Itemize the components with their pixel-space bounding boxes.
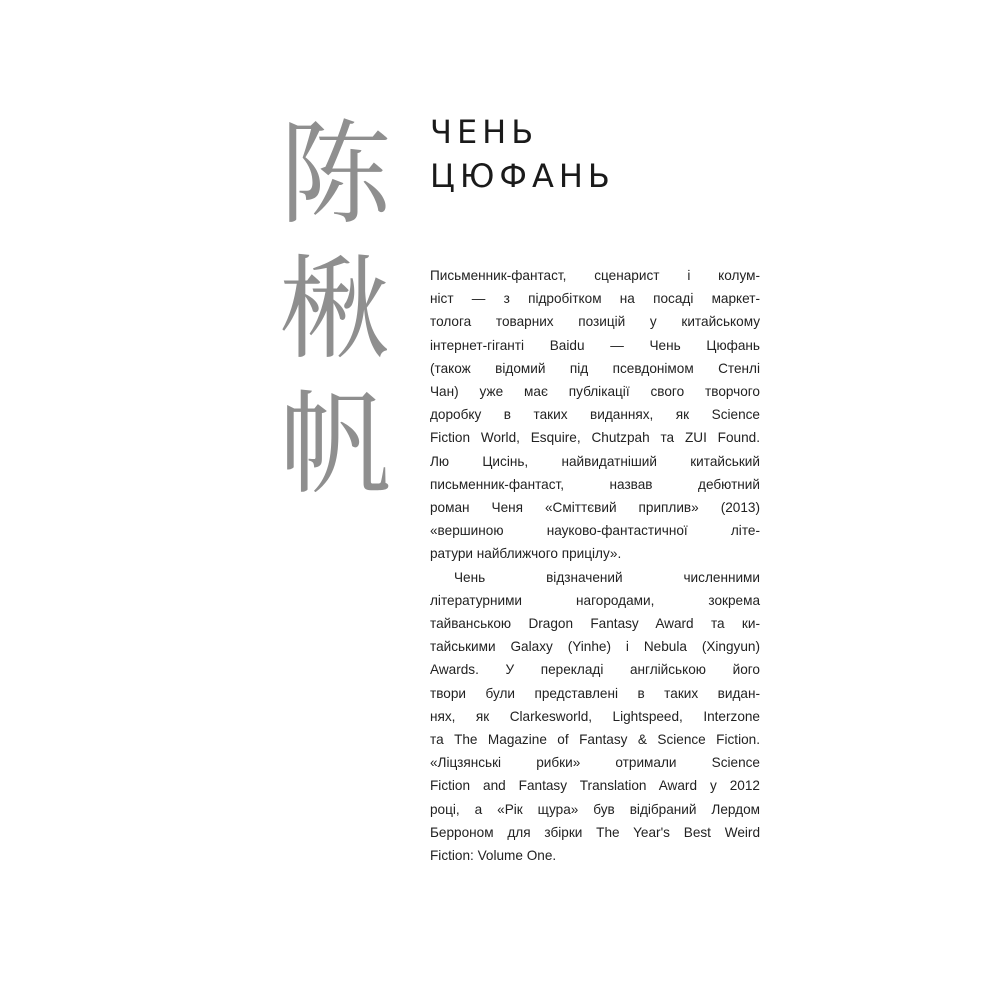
bio-line: літературними нагородами, зокрема — [430, 592, 760, 608]
bio-line: письменник-фантаст, назвав дебютний — [430, 476, 760, 492]
bio-line: толога товарних позицій у китайському — [430, 314, 760, 330]
bio-line: ратури найближчого прицілу». — [430, 546, 622, 562]
bio-line: (також відомий під псевдонімом Стенлі — [430, 360, 760, 376]
chinese-name-vertical — [275, 108, 395, 513]
bio-line: Берроном для збірки The Year's Best Weird — [430, 824, 760, 840]
bio-line: Письменник-фантаст, сценарист і колум- — [430, 268, 760, 283]
bio-line: тайськими Galaxy (Yinhe) і Nebula (Xingyun) — [430, 639, 760, 655]
bio-line: «вершиною науково-фантастичної літе- — [430, 523, 760, 539]
author-surname: ЧЕНЬ — [430, 113, 539, 151]
author-biography — [430, 264, 760, 867]
bio-line: та The Magazine of Fantasy & Science Fiction. — [430, 732, 760, 748]
bio-line: Fiction and Fantasy Translation Award у 2012 — [430, 778, 760, 794]
bio-line: Fiction: Volume One. — [430, 848, 557, 864]
author-given-name: ЦЮФАНЬ — [430, 157, 615, 195]
hanzi-char: 楸 — [279, 245, 391, 375]
bio-line: доробку в таких виданнях, як Science — [430, 407, 760, 423]
bio-line: інтернет-гіганті Baidu — Чень Цюфань — [430, 337, 760, 353]
author-name-heading — [430, 110, 615, 198]
bio-line: Fiction World, Esquire, Chutzpah та ZUI Found. — [430, 430, 760, 446]
bio-line: твори були представлені в таких видан- — [430, 685, 760, 701]
bio-line: ніст — з підробітком на посаді маркет- — [430, 291, 760, 307]
hanzi-char: 帆 — [279, 380, 391, 510]
bio-line: Чан) уже має публікації свого творчого — [430, 384, 760, 400]
hanzi-char: 陈 — [279, 110, 391, 240]
bio-line: «Ліцзянські рибки» отримали Science — [430, 755, 760, 771]
bio-line: Чень відзначений численними — [454, 569, 760, 585]
bio-line: нях, як Clarkesworld, Lightspeed, Interzone — [430, 708, 760, 724]
bio-line: році, а «Рік щура» був відібраний Лердом — [430, 801, 760, 817]
bio-line: тайванською Dragon Fantasy Award та ки- — [430, 616, 760, 632]
bio-line: Лю Цисінь, найвидатніший китайський — [430, 453, 760, 469]
bio-line: роман Ченя «Сміттєвий приплив» (2013) — [430, 500, 760, 516]
bio-line: Awards. У перекладі англійською його — [430, 662, 760, 678]
